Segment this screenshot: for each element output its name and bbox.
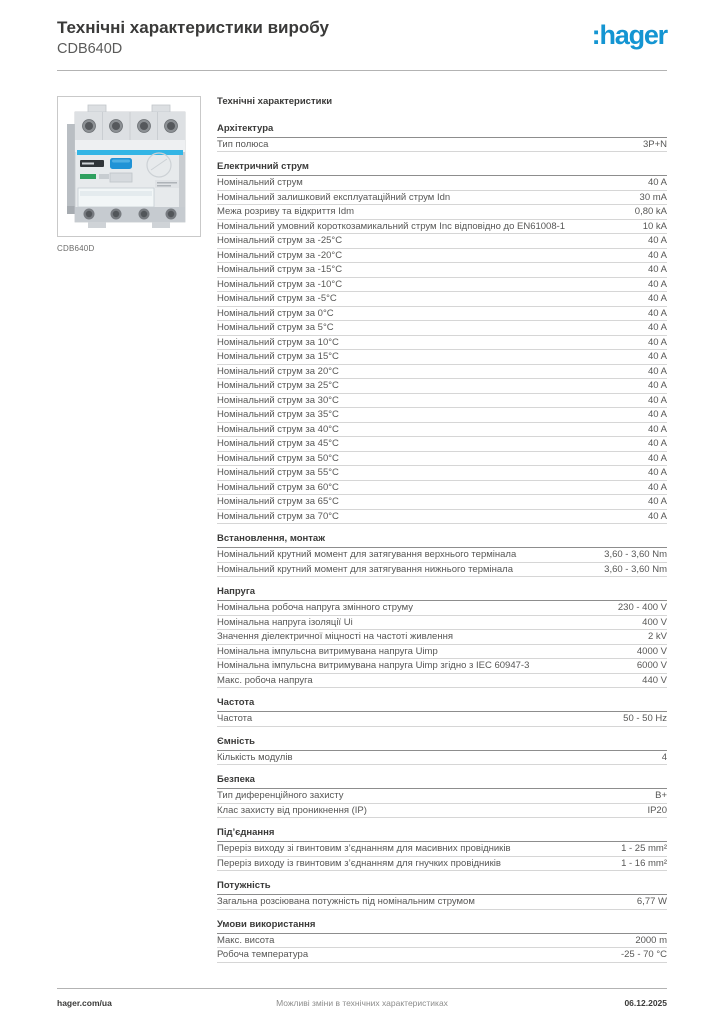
spec-row bbox=[217, 365, 667, 380]
spec-label: Номінальний умовний короткозамикальний струм Inc відповідно до EN61008-1 bbox=[217, 220, 566, 232]
spec-row bbox=[217, 645, 667, 660]
spec-label: Тип диференційного захисту bbox=[217, 790, 344, 802]
spec-row bbox=[217, 191, 667, 206]
spec-row bbox=[217, 563, 667, 578]
section-title: Під’єднання bbox=[217, 828, 667, 842]
spec-label: Номінальний струм за 55°C bbox=[217, 467, 339, 479]
spec-value: 40 A bbox=[647, 336, 667, 348]
spec-label: Тип полюса bbox=[217, 138, 269, 150]
spec-value: IP20 bbox=[647, 804, 667, 816]
section-title: Електричний струм bbox=[217, 162, 667, 176]
spec-value: 40 A bbox=[647, 481, 667, 493]
spec-section bbox=[217, 775, 667, 818]
spec-row bbox=[217, 452, 667, 467]
spec-value: 40 A bbox=[647, 365, 667, 377]
spec-label: Номінальний струм за 35°C bbox=[217, 409, 339, 421]
spec-row bbox=[217, 466, 667, 481]
spec-value: 40 A bbox=[647, 235, 667, 247]
spec-label: Номінальний крутний момент для затягування нижнього термінала bbox=[217, 563, 513, 575]
spec-label: Номінальний струм за 30°C bbox=[217, 394, 339, 406]
spec-row bbox=[217, 138, 667, 153]
product-image-caption: CDB640D bbox=[57, 243, 95, 253]
spec-label: Переріз виходу із гвинтовим з’єднанням для гнучких провідників bbox=[217, 857, 501, 869]
spec-row bbox=[217, 948, 667, 963]
spec-row bbox=[217, 804, 667, 819]
spec-label: Кількість модулів bbox=[217, 751, 293, 763]
spec-value: 40 A bbox=[647, 423, 667, 435]
spec-value: 2000 m bbox=[635, 934, 667, 946]
spec-row bbox=[217, 423, 667, 438]
spec-row bbox=[217, 857, 667, 872]
spec-value: 3P+N bbox=[642, 138, 667, 150]
spec-value: 4000 V bbox=[636, 645, 667, 657]
spec-value: 30 mA bbox=[639, 191, 667, 203]
spec-value: 4 bbox=[661, 751, 667, 763]
section-title: Архітектура bbox=[217, 124, 667, 138]
spec-label: Номінальний струм за 5°C bbox=[217, 322, 334, 334]
spec-label: Номінальна імпульсна витримувана напруга Uimp згідно з IEC 60947-3 bbox=[217, 660, 530, 672]
spec-row bbox=[217, 292, 667, 307]
spec-label: Клас захисту від проникнення (IP) bbox=[217, 804, 367, 816]
spec-row bbox=[217, 249, 667, 264]
product-image bbox=[57, 96, 201, 237]
spec-row bbox=[217, 495, 667, 510]
spec-row bbox=[217, 934, 667, 949]
spec-value: 6,77 W bbox=[636, 896, 667, 908]
spec-row bbox=[217, 350, 667, 365]
spec-row bbox=[217, 336, 667, 351]
spec-row bbox=[217, 842, 667, 857]
spec-value: 40 A bbox=[647, 177, 667, 189]
page-footer bbox=[57, 988, 667, 1008]
spec-value: -25 - 70 °C bbox=[620, 949, 667, 961]
footer-divider bbox=[57, 988, 667, 989]
spec-label: Номінальний струм за 45°C bbox=[217, 438, 339, 450]
spec-label: Номінальний струм за 60°C bbox=[217, 481, 339, 493]
spec-value: 440 V bbox=[642, 674, 667, 686]
spec-row bbox=[217, 601, 667, 616]
spec-label: Загальна розсіювана потужність під номінальним струмом bbox=[217, 896, 475, 908]
spec-label: Номінальна робоча напруга змінного струму bbox=[217, 602, 413, 614]
spec-row bbox=[217, 394, 667, 409]
spec-value: 400 V bbox=[642, 616, 667, 628]
spec-row bbox=[217, 408, 667, 423]
spec-label: Номінальний струм за -20°C bbox=[217, 249, 343, 261]
circuit-breaker-illustration bbox=[63, 102, 195, 231]
spec-value: 230 - 400 V bbox=[617, 602, 667, 614]
product-code: CDB640D bbox=[57, 40, 123, 57]
page-title: Технічні характеристики виробу bbox=[57, 18, 329, 37]
spec-section bbox=[217, 881, 667, 910]
spec-label: Частота bbox=[217, 713, 253, 725]
page-header bbox=[0, 0, 724, 57]
spec-section bbox=[217, 828, 667, 871]
spec-value: 40 A bbox=[647, 293, 667, 305]
section-title: Напруга bbox=[217, 587, 667, 601]
spec-label: Номінальний струм за 50°C bbox=[217, 452, 339, 464]
spec-value: 50 - 50 Hz bbox=[623, 713, 667, 725]
hager-logo: :hager bbox=[591, 20, 667, 50]
spec-row bbox=[217, 510, 667, 525]
spec-value: 40 A bbox=[647, 467, 667, 479]
spec-row bbox=[217, 176, 667, 191]
spec-label: Значення діелектричної міцності на частоті живлення bbox=[217, 631, 453, 643]
spec-row bbox=[217, 321, 667, 336]
spec-row bbox=[217, 548, 667, 563]
spec-value: 1 - 16 mm² bbox=[621, 857, 667, 869]
product-column bbox=[57, 96, 201, 963]
footer-row bbox=[57, 998, 667, 1008]
spec-value: 3,60 - 3,60 Nm bbox=[604, 549, 667, 561]
spec-section bbox=[217, 698, 667, 727]
spec-label: Номінальний струм за 0°C bbox=[217, 307, 334, 319]
spec-row bbox=[217, 379, 667, 394]
section-title: Умови використання bbox=[217, 920, 667, 934]
section-title: Ємність bbox=[217, 737, 667, 751]
header-titles bbox=[57, 19, 329, 57]
spec-label: Номінальний струм за 70°C bbox=[217, 510, 339, 522]
spec-label: Макс. робоча напруга bbox=[217, 674, 313, 686]
spec-label: Номінальний струм за -25°C bbox=[217, 235, 343, 247]
spec-value: 2 kV bbox=[647, 631, 667, 643]
spec-label: Номінальний струм за 25°C bbox=[217, 380, 339, 392]
spec-section bbox=[217, 920, 667, 963]
spec-row bbox=[217, 674, 667, 689]
spec-label: Переріз виходу зі гвинтовим з’єднанням для масивних провідників bbox=[217, 843, 511, 855]
spec-label: Номінальний струм за 15°C bbox=[217, 351, 339, 363]
section-title: Потужність bbox=[217, 881, 667, 895]
spec-value: 40 A bbox=[647, 249, 667, 261]
spec-section bbox=[217, 124, 667, 153]
spec-label: Номінальний струм за 10°C bbox=[217, 336, 339, 348]
spec-label: Номінальний струм за -5°C bbox=[217, 293, 337, 305]
spec-label: Номінальний струм за 40°C bbox=[217, 423, 339, 435]
spec-label: Номінальна напруга ізоляції Ui bbox=[217, 616, 353, 628]
spec-value: 40 A bbox=[647, 351, 667, 363]
spec-value: 40 A bbox=[647, 452, 667, 464]
footer-disclaimer: Можливі зміни в технічних характеристиках bbox=[276, 998, 448, 1008]
section-title: Встановлення, монтаж bbox=[217, 534, 667, 548]
spec-value: 40 A bbox=[647, 264, 667, 276]
spec-value: 40 A bbox=[647, 510, 667, 522]
spec-value: 10 kA bbox=[642, 220, 667, 232]
spec-value: 40 A bbox=[647, 380, 667, 392]
spec-section bbox=[217, 534, 667, 577]
footer-date: 06.12.2025 bbox=[624, 998, 667, 1008]
spec-row bbox=[217, 751, 667, 766]
spec-label: Макс. висота bbox=[217, 934, 275, 946]
spec-value: 40 A bbox=[647, 322, 667, 334]
spec-value: 0,80 kA bbox=[634, 206, 667, 218]
spec-label: Номінальна імпульсна витримувана напруга Uimp bbox=[217, 645, 438, 657]
spec-value: 40 A bbox=[647, 278, 667, 290]
spec-row bbox=[217, 895, 667, 910]
spec-label: Номінальний залишковий експлуатаційний струм Idn bbox=[217, 191, 451, 203]
spec-row bbox=[217, 481, 667, 496]
spec-row bbox=[217, 220, 667, 235]
spec-label: Робоча температура bbox=[217, 949, 309, 961]
spec-value: 1 - 25 mm² bbox=[621, 843, 667, 855]
spec-value: 3,60 - 3,60 Nm bbox=[604, 563, 667, 575]
spec-label: Межа розриву та відкриття Idm bbox=[217, 206, 355, 218]
spec-row bbox=[217, 712, 667, 727]
spec-row bbox=[217, 278, 667, 293]
spec-label: Номінальний струм за -15°C bbox=[217, 264, 343, 276]
spec-section bbox=[217, 162, 667, 524]
spec-value: 40 A bbox=[647, 438, 667, 450]
spec-section bbox=[217, 587, 667, 688]
spec-table bbox=[217, 96, 667, 963]
spec-label: Номінальний струм bbox=[217, 177, 303, 189]
spec-row bbox=[217, 234, 667, 249]
spec-row bbox=[217, 616, 667, 631]
spec-section bbox=[217, 737, 667, 766]
spec-label: Номінальний струм за 20°C bbox=[217, 365, 339, 377]
spec-label: Номінальний крутний момент для затягування верхнього термінала bbox=[217, 549, 517, 561]
spec-row bbox=[217, 307, 667, 322]
spec-value: 40 A bbox=[647, 409, 667, 421]
spec-value: 40 A bbox=[647, 307, 667, 319]
spec-row bbox=[217, 659, 667, 674]
main-content bbox=[0, 71, 724, 963]
spec-row bbox=[217, 630, 667, 645]
section-title: Безпека bbox=[217, 775, 667, 789]
spec-row bbox=[217, 789, 667, 804]
spec-row bbox=[217, 437, 667, 452]
section-title: Частота bbox=[217, 698, 667, 712]
spec-row bbox=[217, 263, 667, 278]
spec-row bbox=[217, 205, 667, 220]
spec-value: 40 A bbox=[647, 394, 667, 406]
spec-label: Номінальний струм за -10°C bbox=[217, 278, 343, 290]
spec-value: 40 A bbox=[647, 496, 667, 508]
spec-value: B+ bbox=[655, 790, 667, 802]
spec-sections bbox=[217, 124, 667, 963]
footer-website: hager.com/ua bbox=[57, 998, 112, 1008]
spec-label: Номінальний струм за 65°C bbox=[217, 496, 339, 508]
table-heading: Технічні характеристики bbox=[217, 95, 333, 107]
spec-value: 6000 V bbox=[636, 660, 667, 672]
